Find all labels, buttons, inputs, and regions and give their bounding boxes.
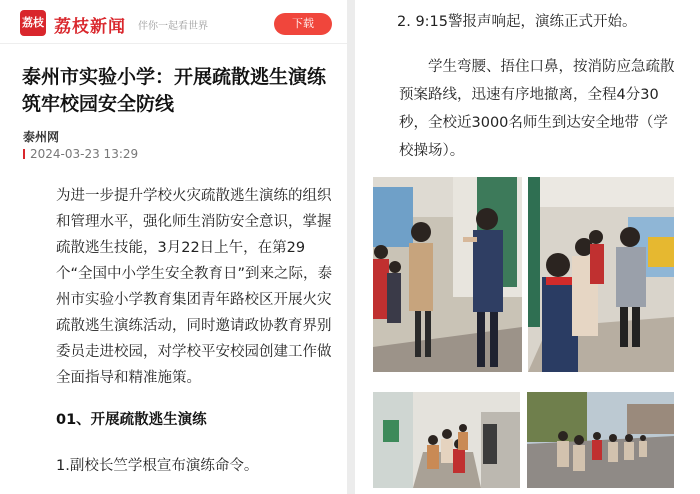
article-title: 泰州市实验小学：开展疏散逃生演练 筑牢校园安全防线 bbox=[22, 66, 327, 115]
article-source[interactable]: 泰州网 bbox=[23, 130, 60, 144]
step-2-paragraph: 学生弯腰、捂住口鼻，按消防应急疏散预案路线，迅速有序地撤离，全程4分30秒，全校近3000名师生到达安全地带（学校操场）。 bbox=[399, 59, 675, 159]
app-slogan: 伴你一起看世界 bbox=[138, 21, 208, 32]
article-date: 2024-03-23 13:29 bbox=[30, 147, 139, 161]
photo-stairwell[interactable] bbox=[373, 392, 520, 488]
app-name: 荔枝新闻 bbox=[54, 17, 126, 37]
photo-outdoor-walkway[interactable] bbox=[527, 392, 674, 488]
article-panel-left bbox=[0, 0, 347, 494]
date-marker-icon bbox=[23, 149, 25, 159]
step-2-text: 2. 9:15警报声响起，演练正式开始。 bbox=[397, 14, 637, 30]
article-date-row bbox=[23, 147, 138, 161]
article-intro-paragraph: 为进一步提升学校火灾疏散逃生演练的组织和管理水平，强化师生消防安全意识，掌握疏散逃生技能，3月22日上午，在第29个“全国中小学生安全教育日”到来之际，泰州市实验小学教育集团青年路校区开展火灾疏散逃生演练活动，同时邀请政协教育界别委员走进校园，对学校平安校园创建工作做全面指导和精准施策。 bbox=[56, 188, 333, 386]
download-button[interactable]: 下载 bbox=[274, 13, 332, 35]
step-1-text: 1.副校长竺学根宣布演练命令。 bbox=[56, 458, 259, 474]
app-header bbox=[0, 0, 347, 44]
section-heading: 01、开展疏散逃生演练 bbox=[56, 412, 207, 428]
app-logo[interactable]: 荔枝 bbox=[20, 10, 46, 36]
photo-hallway-students[interactable] bbox=[528, 177, 674, 372]
photo-corridor-teacher[interactable] bbox=[373, 177, 522, 372]
article-panel-right bbox=[355, 0, 700, 494]
